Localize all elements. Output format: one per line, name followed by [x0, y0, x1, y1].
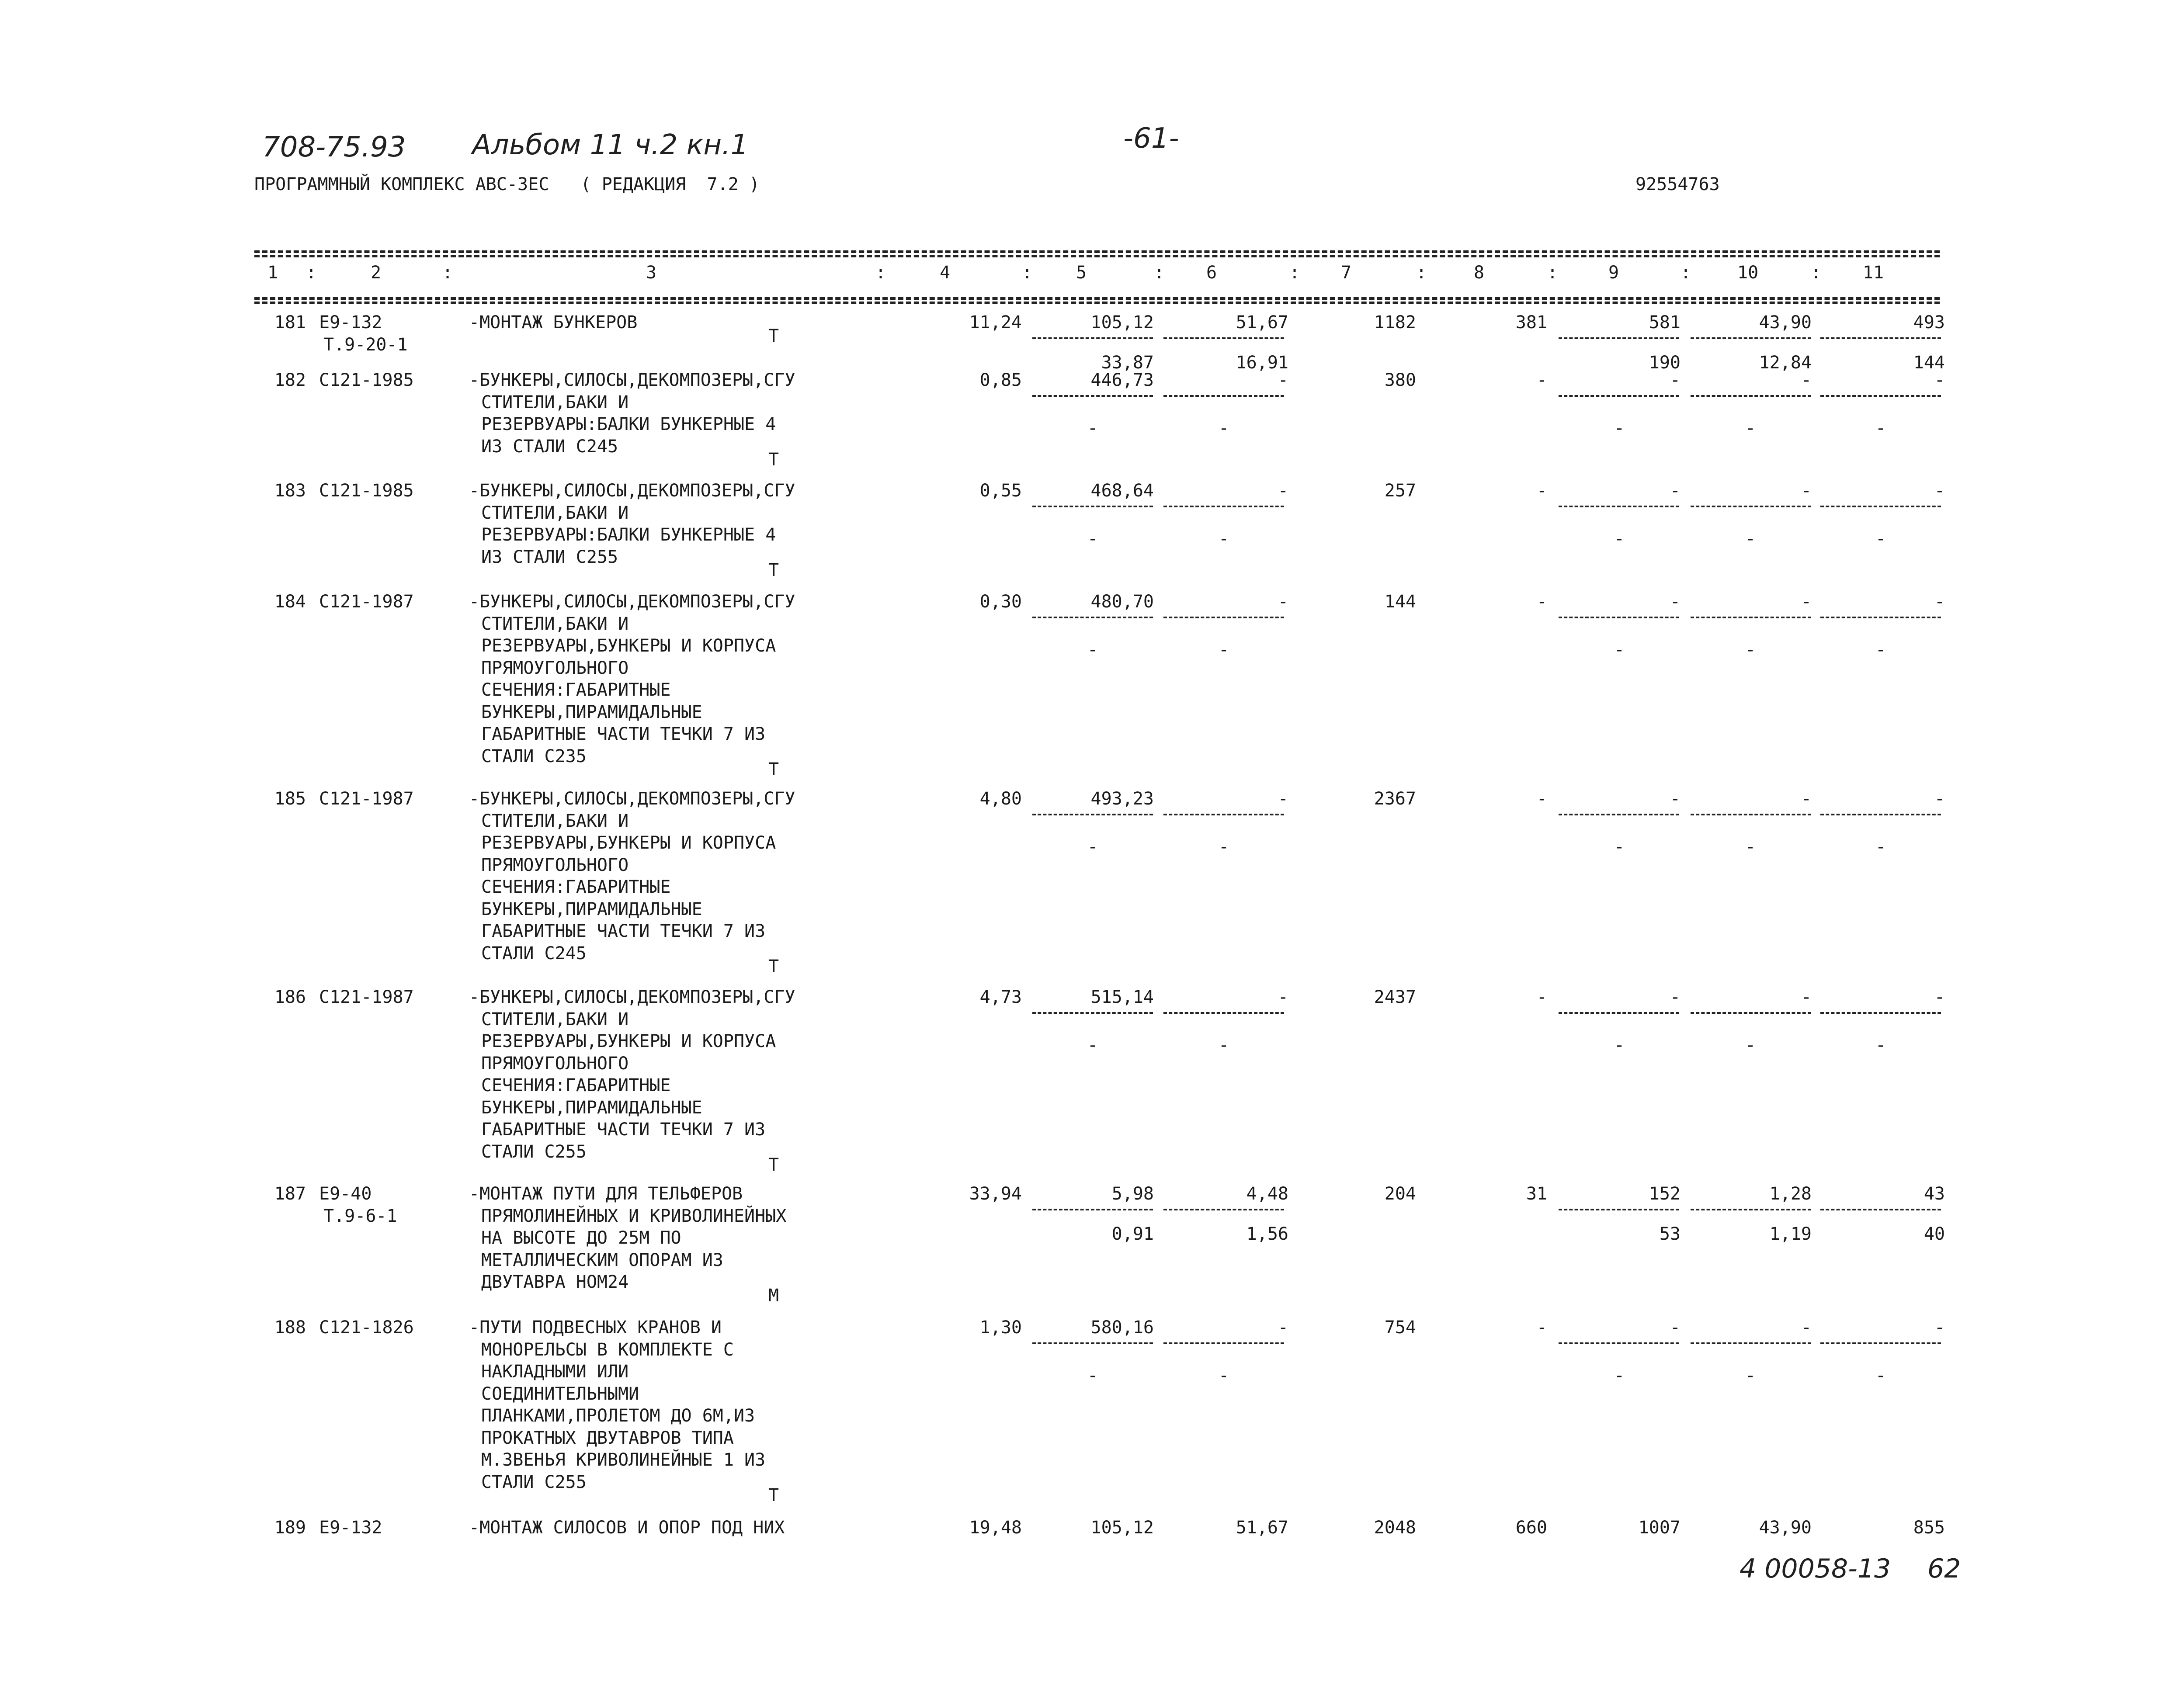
cell-c8: 31: [1526, 1184, 1547, 1204]
cell-c10: 43,90: [1759, 312, 1812, 333]
cell-c6b: 16,91: [1236, 353, 1288, 373]
row-number: 184: [274, 592, 306, 612]
cell-c5b: 33,87: [1101, 353, 1154, 373]
cell-c5: 493,23: [1090, 789, 1154, 809]
subtotal-dash-line: [1820, 1342, 1941, 1344]
cell-c11b: -: [1875, 1366, 1886, 1386]
column-header-5: 5: [1076, 263, 1087, 283]
cell-c10b: -: [1745, 837, 1756, 857]
cell-c5b: -: [1087, 1035, 1098, 1055]
cell-c9: 152: [1649, 1184, 1681, 1204]
cell-c6: -: [1278, 370, 1288, 390]
subtotal-dash-line: [1032, 617, 1153, 618]
row-description: ПРЯМОУГОЛЬНОГО: [481, 1053, 629, 1074]
subtotal-dash-line: [1691, 395, 1811, 397]
cell-c9: -: [1670, 481, 1681, 501]
subtotal-dash-line: [1163, 1012, 1284, 1014]
row-description: СТИТЕЛИ,БАКИ И: [481, 811, 629, 831]
cell-c6: 51,67: [1236, 1518, 1288, 1538]
subtotal-dash-line: [1032, 814, 1153, 815]
cell-c10b: 12,84: [1759, 353, 1812, 373]
row-description: -МОНТАЖ ПУТИ ДЛЯ ТЕЛЬФЕРОВ: [469, 1184, 743, 1204]
row-description: РЕЗЕРВУАРЫ,БУНКЕРЫ И КОРПУСА: [481, 636, 776, 656]
cell-c11b: -: [1875, 529, 1886, 549]
column-separator: :: [875, 263, 886, 283]
row-unit: Т: [768, 957, 779, 977]
column-separator: :: [1154, 263, 1165, 283]
row-description: -БУНКЕРЫ,СИЛОСЫ,ДЕКОМПОЗЕРЫ,СГУ: [469, 481, 795, 501]
row-description: ИЗ СТАЛИ С245: [481, 436, 618, 457]
column-header-3: 3: [646, 263, 657, 283]
subtotal-dash-line: [1820, 337, 1941, 339]
handwritten-footer-code: 4 00058-13: [1740, 1553, 1891, 1584]
cell-c5: 480,70: [1090, 592, 1154, 612]
row-description: -МОНТАЖ СИЛОСОВ И ОПОР ПОД НИХ: [469, 1518, 785, 1538]
row-description: ГАБАРИТНЫЕ ЧАСТИ ТЕЧКИ 7 ИЗ: [481, 1120, 766, 1140]
row-number: 188: [274, 1317, 306, 1338]
row-description: ПРЯМОЛИНЕЙНЫХ И КРИВОЛИНЕЙНЫХ: [481, 1206, 787, 1226]
subtotal-dash-line: [1163, 814, 1284, 815]
subtotal-dash-line: [1691, 617, 1811, 618]
cell-c5: 580,16: [1090, 1317, 1154, 1338]
row-description: БУНКЕРЫ,ПИРАМИДАЛЬНЫЕ: [481, 1097, 702, 1118]
row-description: БУНКЕРЫ,ПИРАМИДАЛЬНЫЕ: [481, 702, 702, 722]
cell-c5b: -: [1087, 418, 1098, 438]
cell-c10: -: [1801, 1317, 1812, 1338]
cell-c11: 43: [1924, 1184, 1945, 1204]
cell-c5: 105,12: [1090, 312, 1154, 333]
row-code: Т.9-20-1: [323, 334, 408, 355]
row-description: СТАЛИ С235: [481, 746, 587, 766]
cell-c9: -: [1670, 987, 1681, 1007]
row-description: НА ВЫСОТЕ ДО 25М ПО: [481, 1228, 681, 1248]
cell-c9b: -: [1614, 837, 1625, 857]
row-description: ИЗ СТАЛИ С255: [481, 547, 618, 567]
cell-c10b: -: [1745, 1366, 1756, 1386]
column-separator: :: [1811, 263, 1822, 283]
subtotal-dash-line: [1691, 506, 1811, 507]
cell-c11: -: [1934, 592, 1945, 612]
subtotal-dash-line: [1820, 1209, 1941, 1210]
row-code: Т.9-6-1: [323, 1206, 397, 1226]
cell-c9b: 53: [1659, 1224, 1681, 1244]
subtotal-dash-line: [1163, 1209, 1284, 1210]
subtotal-dash-line: [1163, 395, 1284, 397]
row-unit: Т: [768, 560, 779, 580]
cell-c8: 660: [1515, 1518, 1547, 1538]
cell-c11: -: [1934, 987, 1945, 1007]
subtotal-dash-line: [1820, 814, 1941, 815]
cell-c5: 5,98: [1111, 1184, 1154, 1204]
row-description: ПРОКАТНЫХ ДВУТАВРОВ ТИПА: [481, 1428, 734, 1448]
cell-c6b: -: [1218, 640, 1229, 660]
cell-c9b: -: [1614, 529, 1625, 549]
row-description: РЕЗЕРВУАРЫ,БУНКЕРЫ И КОРПУСА: [481, 833, 776, 853]
cell-c4: 19,48: [969, 1518, 1022, 1538]
cell-c5b: -: [1087, 1366, 1098, 1386]
subtotal-dash-line: [1691, 337, 1811, 339]
column-separator: :: [306, 263, 317, 283]
cell-c11b: -: [1875, 837, 1886, 857]
subtotal-dash-line: [1559, 814, 1679, 815]
row-description: РЕЗЕРВУАРЫ:БАЛКИ БУНКЕРНЫЕ 4: [481, 525, 776, 545]
row-code: Е9-40: [319, 1184, 372, 1204]
row-unit: Т: [768, 1485, 779, 1505]
row-description: -БУНКЕРЫ,СИЛОСЫ,ДЕКОМПОЗЕРЫ,СГУ: [469, 592, 795, 612]
row-description: МЕТАЛЛИЧЕСКИМ ОПОРАМ ИЗ: [481, 1250, 723, 1270]
cell-c9: 1007: [1638, 1518, 1681, 1538]
subtotal-dash-line: [1559, 506, 1679, 507]
row-description: -МОНТАЖ БУНКЕРОВ: [469, 312, 638, 333]
subtotal-dash-line: [1820, 617, 1941, 618]
row-description: ГАБАРИТНЫЕ ЧАСТИ ТЕЧКИ 7 ИЗ: [481, 921, 766, 941]
cell-c10: -: [1801, 370, 1812, 390]
subtotal-dash-line: [1559, 337, 1679, 339]
column-header-2: 2: [371, 263, 382, 283]
cell-c8: -: [1536, 592, 1547, 612]
cell-c9b: -: [1614, 640, 1625, 660]
cell-c7: 2437: [1374, 987, 1416, 1007]
cell-c10b: 1,19: [1769, 1224, 1812, 1244]
subtotal-dash-line: [1691, 1012, 1811, 1014]
cell-c4: 0,30: [979, 592, 1022, 612]
row-description: СТИТЕЛИ,БАКИ И: [481, 503, 629, 523]
cell-c8: -: [1536, 1317, 1547, 1338]
document-number: 92554763: [1635, 174, 1720, 194]
cell-c9b: 190: [1649, 353, 1681, 373]
cell-c10: 1,28: [1769, 1184, 1812, 1204]
cell-c6b: -: [1218, 1366, 1229, 1386]
cell-c9b: -: [1614, 1366, 1625, 1386]
cell-c6b: -: [1218, 529, 1229, 549]
subtotal-dash-line: [1032, 506, 1153, 507]
row-code: С121-1987: [319, 987, 414, 1007]
row-code: Е9-132: [319, 312, 382, 333]
row-description: СТАЛИ С245: [481, 943, 587, 964]
cell-c11: 493: [1913, 312, 1945, 333]
row-unit: Т: [768, 450, 779, 470]
row-description: СЕЧЕНИЯ:ГАБАРИТНЫЕ: [481, 877, 671, 897]
cell-c11: 855: [1913, 1518, 1945, 1538]
cell-c9: -: [1670, 1317, 1681, 1338]
column-separator: :: [1416, 263, 1427, 283]
cell-c11b: 40: [1924, 1224, 1945, 1244]
cell-c11b: -: [1875, 418, 1886, 438]
row-unit: Т: [768, 1155, 779, 1175]
column-header-1: 1: [267, 263, 278, 283]
row-code: С121-1987: [319, 789, 414, 809]
cell-c6: -: [1278, 592, 1288, 612]
row-unit: М: [768, 1285, 779, 1306]
cell-c7: 1182: [1374, 312, 1416, 333]
cell-c10: -: [1801, 592, 1812, 612]
row-number: 181: [274, 312, 306, 333]
row-description: ГАБАРИТНЫЕ ЧАСТИ ТЕЧКИ 7 ИЗ: [481, 724, 766, 744]
cell-c8: -: [1536, 789, 1547, 809]
column-separator: :: [1681, 263, 1691, 283]
cell-c8: -: [1536, 987, 1547, 1007]
row-description: -БУНКЕРЫ,СИЛОСЫ,ДЕКОМПОЗЕРЫ,СГУ: [469, 789, 795, 809]
row-unit: Т: [768, 759, 779, 780]
cell-c10: 43,90: [1759, 1518, 1812, 1538]
column-header-8: 8: [1474, 263, 1485, 283]
row-number: 185: [274, 789, 306, 809]
cell-c6: 4,48: [1246, 1184, 1288, 1204]
column-header-6: 6: [1206, 263, 1217, 283]
column-separator: :: [1289, 263, 1300, 283]
cell-c9: -: [1670, 789, 1681, 809]
cell-c5: 105,12: [1090, 1518, 1154, 1538]
cell-c5b: -: [1087, 640, 1098, 660]
row-description: РЕЗЕРВУАРЫ,БУНКЕРЫ И КОРПУСА: [481, 1031, 776, 1051]
subtotal-dash-line: [1559, 1342, 1679, 1344]
handwritten-project-code: 708-75.93: [262, 131, 406, 163]
cell-c4: 0,85: [979, 370, 1022, 390]
cell-c4: 33,94: [969, 1184, 1022, 1204]
subtotal-dash-line: [1163, 337, 1284, 339]
cell-c10b: -: [1745, 640, 1756, 660]
subtotal-dash-line: [1032, 1209, 1153, 1210]
row-unit: Т: [768, 326, 779, 346]
row-description: СЕЧЕНИЯ:ГАБАРИТНЫЕ: [481, 1075, 671, 1096]
cell-c10: -: [1801, 481, 1812, 501]
row-description: РЕЗЕРВУАРЫ:БАЛКИ БУНКЕРНЫЕ 4: [481, 414, 776, 434]
cell-c9: -: [1670, 592, 1681, 612]
cell-c4: 11,24: [969, 312, 1022, 333]
row-description: -ПУТИ ПОДВЕСНЫХ КРАНОВ И: [469, 1317, 722, 1338]
subtotal-dash-line: [1691, 1209, 1811, 1210]
row-description: -БУНКЕРЫ,СИЛОСЫ,ДЕКОМПОЗЕРЫ,СГУ: [469, 370, 795, 390]
cell-c7: 204: [1384, 1184, 1416, 1204]
cell-c11: -: [1934, 370, 1945, 390]
row-description: СТИТЕЛИ,БАКИ И: [481, 392, 629, 413]
row-code: С121-1987: [319, 592, 414, 612]
row-code: С121-1985: [319, 370, 414, 390]
row-description: НАКЛАДНЫМИ ИЛИ: [481, 1362, 629, 1382]
cell-c9: -: [1670, 370, 1681, 390]
cell-c9b: -: [1614, 1035, 1625, 1055]
row-description: СТИТЕЛИ,БАКИ И: [481, 1009, 629, 1030]
subtotal-dash-line: [1032, 1012, 1153, 1014]
row-description: -БУНКЕРЫ,СИЛОСЫ,ДЕКОМПОЗЕРЫ,СГУ: [469, 987, 795, 1007]
column-separator: :: [1022, 263, 1033, 283]
row-description: ПЛАНКАМИ,ПРОЛЕТОМ ДО 6М,ИЗ: [481, 1406, 755, 1426]
column-header-7: 7: [1341, 263, 1352, 283]
cell-c7: 380: [1384, 370, 1416, 390]
row-description: М.ЗВЕНЬЯ КРИВОЛИНЕЙНЫЕ 1 ИЗ: [481, 1450, 766, 1470]
cell-c6: -: [1278, 789, 1288, 809]
column-separator: :: [1547, 263, 1558, 283]
column-header-11: 11: [1863, 263, 1884, 283]
handwritten-footer-page: 62: [1927, 1553, 1961, 1584]
subtotal-dash-line: [1163, 506, 1284, 507]
cell-c4: 4,73: [979, 987, 1022, 1007]
cell-c5b: -: [1087, 529, 1098, 549]
cell-c11b: -: [1875, 1035, 1886, 1055]
cell-c7: 754: [1384, 1317, 1416, 1338]
cell-c8: -: [1536, 481, 1547, 501]
row-description: БУНКЕРЫ,ПИРАМИДАЛЬНЫЕ: [481, 899, 702, 919]
cell-c6: -: [1278, 987, 1288, 1007]
cell-c11b: 144: [1913, 353, 1945, 373]
row-code: С121-1826: [319, 1317, 414, 1338]
row-description: СЕЧЕНИЯ:ГАБАРИТНЫЕ: [481, 680, 671, 700]
row-description: СТАЛИ С255: [481, 1141, 587, 1162]
subtotal-dash-line: [1032, 337, 1153, 339]
cell-c4: 0,55: [979, 481, 1022, 501]
cell-c6: -: [1278, 1317, 1288, 1338]
subtotal-dash-line: [1163, 1342, 1284, 1344]
handwritten-album-label: Альбом 11 ч.2 кн.1: [472, 129, 749, 161]
cell-c5: 446,73: [1090, 370, 1154, 390]
cell-c6b: -: [1218, 1035, 1229, 1055]
cell-c6: -: [1278, 481, 1288, 501]
cell-c5b: 0,91: [1111, 1224, 1154, 1244]
row-number: 189: [274, 1518, 306, 1538]
row-description: МОНОРЕЛЬСЫ В КОМПЛЕКТЕ С: [481, 1339, 734, 1360]
cell-c11b: -: [1875, 640, 1886, 660]
cell-c8: 381: [1515, 312, 1547, 333]
row-code: С121-1985: [319, 481, 414, 501]
header-top-rule: [254, 250, 1940, 253]
cell-c11: -: [1934, 1317, 1945, 1338]
cell-c10: -: [1801, 987, 1812, 1007]
column-separator: :: [442, 263, 453, 283]
row-number: 183: [274, 481, 306, 501]
cell-c11: -: [1934, 789, 1945, 809]
cell-c10b: -: [1745, 1035, 1756, 1055]
cell-c9b: -: [1614, 418, 1625, 438]
subtotal-dash-line: [1691, 1342, 1811, 1344]
cell-c6b: 1,56: [1246, 1224, 1288, 1244]
cell-c6: 51,67: [1236, 312, 1288, 333]
subtotal-dash-line: [1559, 395, 1679, 397]
subtotal-dash-line: [1820, 506, 1941, 507]
row-description: ДВУТАВРА НОМ24: [481, 1272, 629, 1292]
subtotal-dash-line: [1691, 814, 1811, 815]
cell-c11: -: [1934, 481, 1945, 501]
cell-c8: -: [1536, 370, 1547, 390]
cell-c5: 468,64: [1090, 481, 1154, 501]
cell-c6b: -: [1218, 418, 1229, 438]
cell-c7: 2048: [1374, 1518, 1416, 1538]
cell-c7: 144: [1384, 592, 1416, 612]
cell-c7: 257: [1384, 481, 1416, 501]
column-header-10: 10: [1737, 263, 1759, 283]
subtotal-dash-line: [1559, 1209, 1679, 1210]
subtotal-dash-line: [1820, 395, 1941, 397]
row-description: СТАЛИ С255: [481, 1472, 587, 1492]
header-bottom-rule-2: [254, 302, 1940, 304]
subtotal-dash-line: [1032, 395, 1153, 397]
column-header-9: 9: [1608, 263, 1619, 283]
column-header-4: 4: [940, 263, 951, 283]
row-number: 186: [274, 987, 306, 1007]
row-description: ПРЯМОУГОЛЬНОГО: [481, 658, 629, 678]
subtotal-dash-line: [1163, 617, 1284, 618]
cell-c5: 515,14: [1090, 987, 1154, 1007]
row-number: 182: [274, 370, 306, 390]
header-bottom-rule: [254, 297, 1940, 300]
row-code: Е9-132: [319, 1518, 382, 1538]
cell-c4: 1,30: [979, 1317, 1022, 1338]
row-description: СОЕДИНИТЕЛЬНЫМИ: [481, 1383, 639, 1404]
header-top-rule-2: [254, 255, 1940, 257]
row-description: ПРЯМОУГОЛЬНОГО: [481, 855, 629, 875]
cell-c9: 581: [1649, 312, 1681, 333]
program-line: ПРОГРАММНЫЙ КОМПЛЕКС АВС-3ЕС ( РЕДАКЦИЯ 7.2 ): [254, 174, 760, 194]
cell-c7: 2367: [1374, 789, 1416, 809]
cell-c10b: -: [1745, 418, 1756, 438]
subtotal-dash-line: [1559, 617, 1679, 618]
cell-c10: -: [1801, 789, 1812, 809]
handwritten-page-number: -61-: [1123, 122, 1179, 155]
cell-c4: 4,80: [979, 789, 1022, 809]
subtotal-dash-line: [1032, 1342, 1153, 1344]
row-number: 187: [274, 1184, 306, 1204]
cell-c10b: -: [1745, 529, 1756, 549]
subtotal-dash-line: [1820, 1012, 1941, 1014]
cell-c5b: -: [1087, 837, 1098, 857]
row-description: СТИТЕЛИ,БАКИ И: [481, 614, 629, 634]
cell-c6b: -: [1218, 837, 1229, 857]
subtotal-dash-line: [1559, 1012, 1679, 1014]
